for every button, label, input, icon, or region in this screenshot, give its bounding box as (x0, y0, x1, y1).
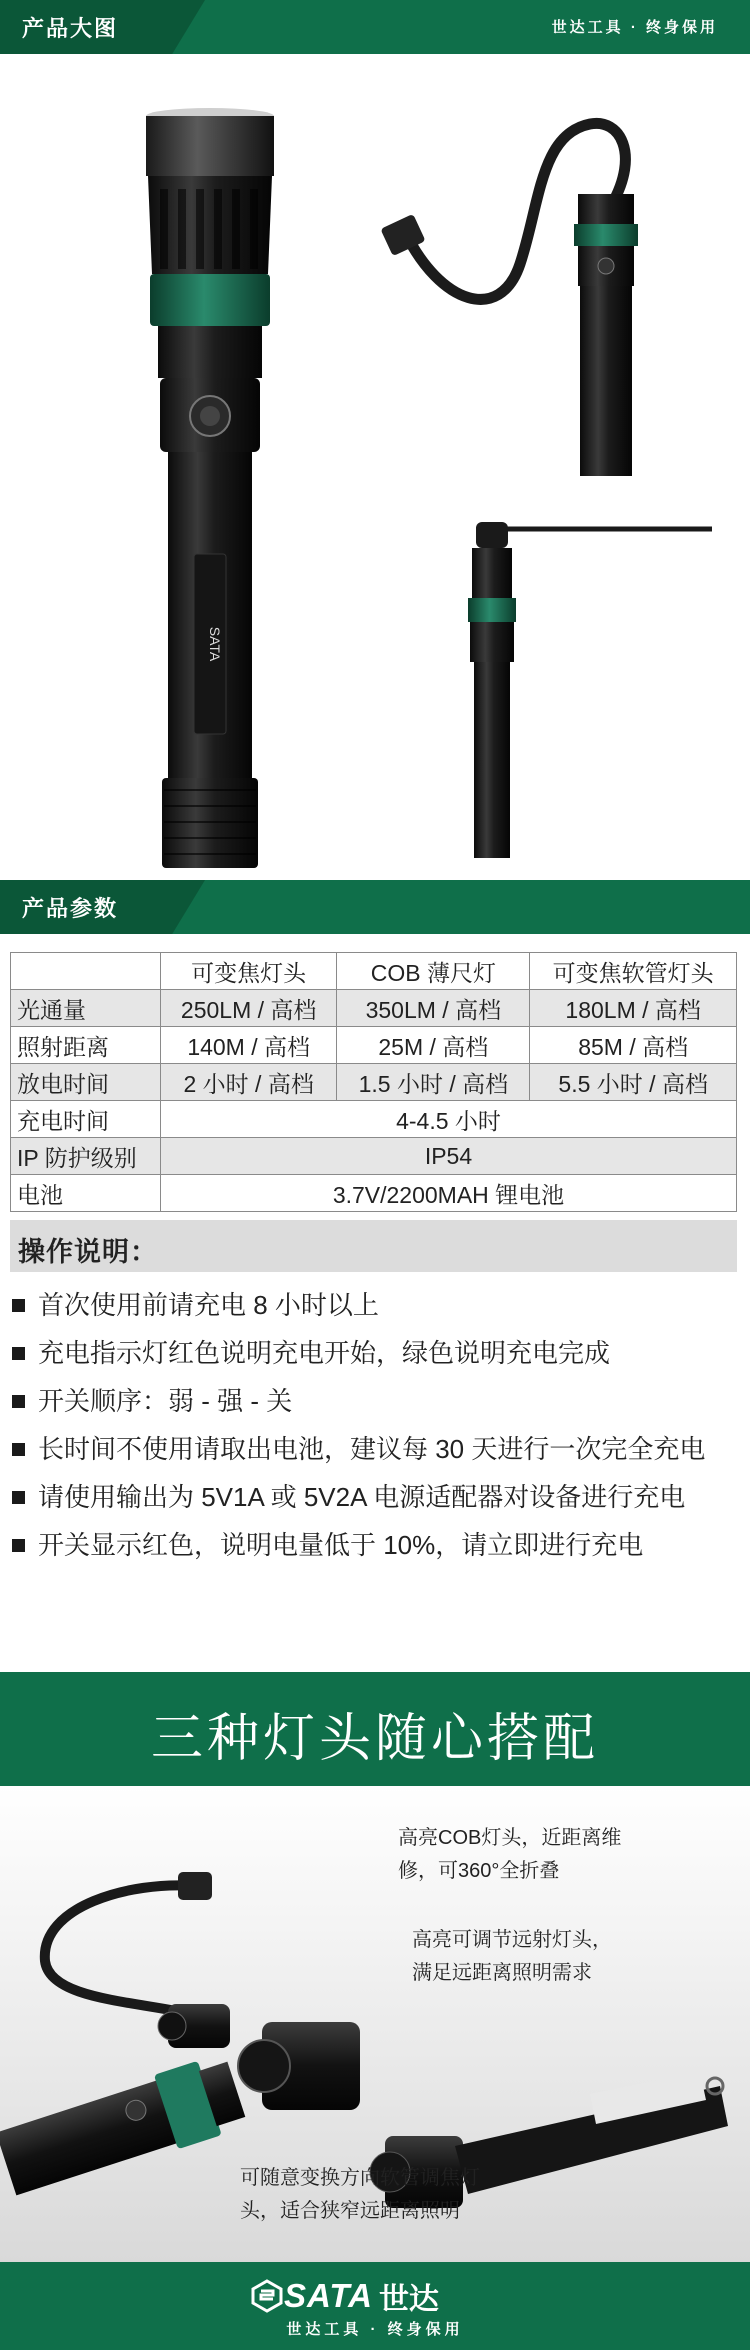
params-header (0, 880, 750, 934)
sata-logo (250, 2278, 439, 2314)
table-corner (11, 953, 161, 990)
brand-on-body: SATA (207, 626, 223, 662)
footer-slogan: 世达工具 · 终身保用 (286, 2321, 464, 2338)
list-item (10, 1334, 740, 1372)
list-item (10, 1286, 740, 1324)
table-cell: 25M / 高档 (337, 1027, 530, 1064)
table-cell: 85M / 高档 (530, 1027, 737, 1064)
list-item-text: 请使用输出为 5V1A 或 5V2A 电源适配器对设备进行充电 (38, 1482, 686, 1512)
list-item (10, 1478, 740, 1516)
list-item-text: 首次使用前请充电 8 小时以上 (38, 1290, 379, 1320)
list-item-text: 开关显示红色，说明电量低于 10%，请立即进行充电 (38, 1530, 644, 1560)
operation-list (10, 1286, 740, 1574)
row-label: 光通量 (11, 990, 161, 1027)
three-heads-banner (0, 1672, 750, 1786)
table-cell: 2 小时 / 高档 (161, 1064, 337, 1101)
bullet-square-icon (12, 1395, 25, 1408)
table-row (11, 1064, 737, 1101)
table-row (11, 1138, 737, 1175)
bullet-square-icon (12, 1491, 25, 1504)
product-illustration (0, 54, 750, 880)
row-label: 电池 (11, 1175, 161, 1212)
annotation-line: 满足远距离照明需求 (412, 1962, 592, 1984)
annotation-hose-head (240, 2162, 480, 2228)
cob-flashlight (468, 522, 712, 858)
product-image-header (0, 0, 750, 54)
table-cell: 140M / 高档 (161, 1027, 337, 1064)
main-flashlight (146, 108, 274, 868)
table-cell: 350LM / 高档 (337, 990, 530, 1027)
list-item (10, 1382, 740, 1420)
params-table (10, 952, 737, 1212)
table-cell: 180LM / 高档 (530, 990, 737, 1027)
annotation-cob-head (398, 1822, 621, 1888)
table-cell: 5.5 小时 / 高档 (530, 1064, 737, 1101)
product-image-title: 产品大图 (22, 16, 119, 41)
banner-title: 三种灯头随心搭配 (150, 1710, 599, 1768)
table-column-header: COB 薄尺灯 (337, 953, 530, 990)
bullet-square-icon (12, 1347, 25, 1360)
bullet-square-icon (12, 1299, 25, 1312)
annotation-line: 高亮COB灯头，近距离维 (398, 1827, 622, 1849)
row-label: IP 防护级别 (11, 1138, 161, 1175)
heads-combo-area (0, 1786, 750, 2262)
list-item (10, 1430, 740, 1468)
table-cell: 1.5 小时 / 高档 (337, 1064, 530, 1101)
sata-emblem-icon (250, 2279, 284, 2313)
operation-title: 操作说明： (18, 1237, 158, 1267)
product-image-area (0, 54, 750, 880)
row-label: 照射距离 (11, 1027, 161, 1064)
annotation-line: 修，可360°全折叠 (398, 1860, 560, 1882)
table-row (11, 990, 737, 1027)
list-item-text: 开关顺序：弱 - 强 - 关 (38, 1386, 293, 1416)
header-slogan: 世达工具 · 终身保用 (551, 19, 718, 36)
annotation-line: 可随意变换方向软管调焦灯 (240, 2167, 480, 2189)
row-label: 放电时间 (11, 1064, 161, 1101)
brand-name-cn: 世达 (378, 2283, 439, 2316)
list-item (10, 1526, 740, 1564)
table-row (11, 1175, 737, 1212)
footer (0, 2262, 750, 2350)
table-cell-merged: IP54 (161, 1138, 737, 1175)
table-cell-merged: 3.7V/2200MAH 锂电池 (161, 1175, 737, 1212)
row-label: 充电时间 (11, 1101, 161, 1138)
table-column-header: 可变焦灯头 (161, 953, 337, 990)
operation-header (10, 1220, 737, 1272)
brand-name: SATA (284, 2277, 373, 2314)
table-cell: 250LM / 高档 (161, 990, 337, 1027)
table-row (11, 1101, 737, 1138)
list-item-text: 充电指示灯红色说明充电开始，绿色说明充电完成 (38, 1338, 611, 1368)
table-header-row (11, 953, 737, 990)
table-cell-merged: 4-4.5 小时 (161, 1101, 737, 1138)
annotation-line: 高亮可调节远射灯头， (412, 1929, 612, 1951)
table-column-header: 可变焦软管灯头 (530, 953, 737, 990)
bullet-square-icon (12, 1539, 25, 1552)
list-item-text: 长时间不使用请取出电池，建议每 30 天进行一次完全充电 (38, 1434, 706, 1464)
bullet-square-icon (12, 1443, 25, 1456)
params-title: 产品参数 (22, 896, 119, 921)
annotation-line: 头，适合狭窄远距离照明 (240, 2200, 460, 2222)
annotation-zoom-head (412, 1924, 612, 1990)
table-row (11, 1027, 737, 1064)
hose-flashlight (380, 123, 638, 476)
